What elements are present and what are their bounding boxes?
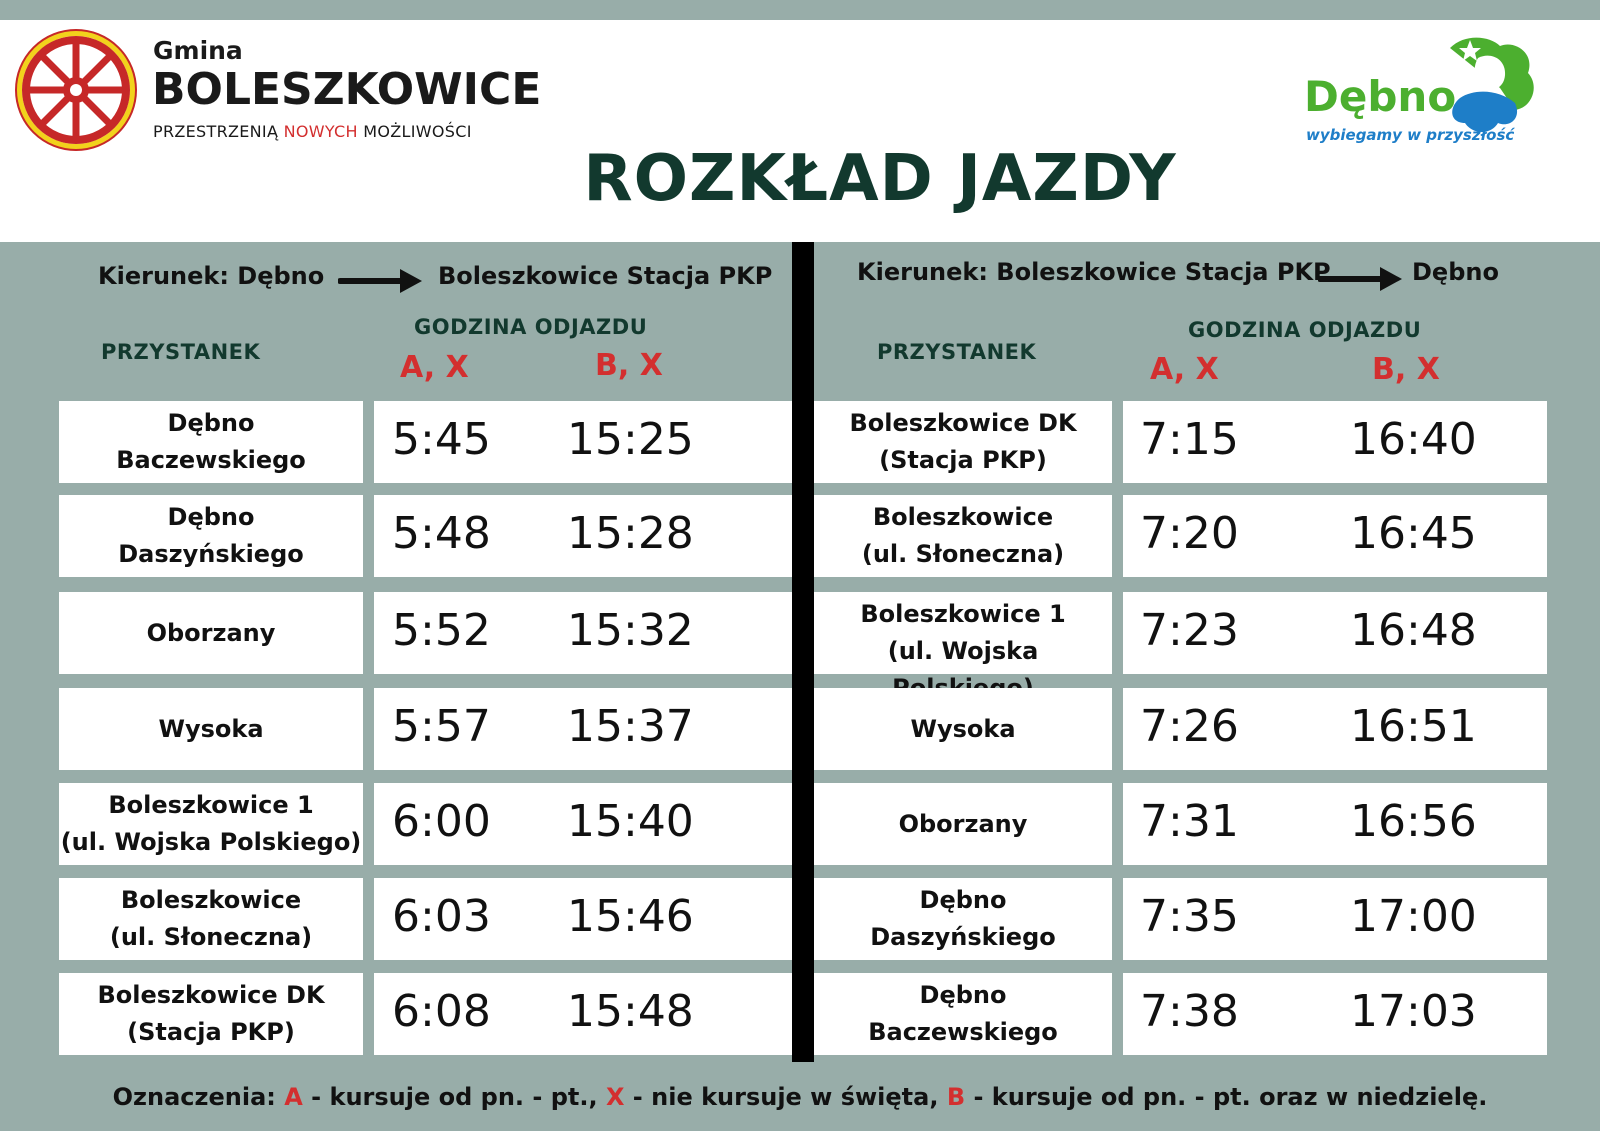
left-stop-cell — [59, 592, 363, 674]
right-col-a-label: A, X — [1150, 352, 1219, 387]
right-stop-cell — [814, 973, 1112, 1055]
center-divider — [792, 242, 814, 1062]
right-stop-cell — [814, 688, 1112, 770]
left-stop-cell — [59, 783, 363, 865]
stop-name-line: Dębno — [919, 886, 1007, 914]
debno-wordmark: Dębno — [1304, 72, 1457, 121]
left-stop-cell — [59, 401, 363, 483]
stop-name-line: Wysoka — [910, 714, 1016, 743]
departure-time-b: 15:40 — [567, 796, 694, 847]
stop-name-line: Oborzany — [898, 809, 1028, 838]
departure-time-a: 7:26 — [1140, 701, 1239, 752]
departure-time-b: 15:46 — [567, 891, 694, 942]
stop-name-line: Dębno — [167, 409, 255, 437]
departure-time-b: 15:37 — [567, 701, 694, 752]
left-stop-header: PRZYSTANEK — [101, 340, 261, 364]
stop-name-line: (ul. Słoneczna) — [861, 540, 1065, 568]
right-direction-arrow-icon — [1318, 264, 1402, 294]
departure-time-b: 16:40 — [1350, 414, 1477, 465]
departure-time-b: 15:32 — [567, 605, 694, 656]
left-stop-cell — [59, 688, 363, 770]
stop-name-line: (ul. Słoneczna) — [109, 923, 313, 951]
stop-name-line: (Stacja PKP) — [127, 1018, 295, 1046]
stop-name-line: Boleszkowice DK — [849, 409, 1077, 437]
stop-name-line: (ul. Wojska Polskiego) — [60, 828, 362, 856]
stop-name-line: Baczewskiego — [868, 1018, 1058, 1046]
departure-time-b: 15:48 — [567, 986, 694, 1037]
right-time-header: GODZINA ODJAZDU — [1188, 318, 1422, 342]
departure-time-a: 7:15 — [1140, 414, 1239, 465]
right-stop-cell — [814, 878, 1112, 960]
right-stop-header: PRZYSTANEK — [877, 340, 1037, 364]
right-stop-cell — [814, 401, 1112, 483]
departure-time-b: 17:03 — [1350, 986, 1477, 1037]
debno-slogan: wybiegamy w przyszłość — [1306, 126, 1515, 144]
left-col-b-label: B, X — [595, 348, 663, 383]
stop-name-line: Dębno — [919, 981, 1007, 1009]
departure-time-b: 17:00 — [1350, 891, 1477, 942]
gmina-tagline: PRZESTRZENIĄ NOWYCH MOŻLIWOŚCI — [153, 122, 472, 141]
right-direction-to: Dębno — [1412, 258, 1499, 286]
departure-time-b: 15:28 — [567, 508, 694, 559]
legend-footer: Oznaczenia: A - kursuje od pn. - pt., X - nie kursuje w święta, B - kursuje od pn. - pt. oraz w niedzielę. — [112, 1083, 1488, 1111]
departure-time-b: 16:48 — [1350, 605, 1477, 656]
departure-time-a: 7:23 — [1140, 605, 1239, 656]
stop-name-line: Boleszkowice — [120, 886, 302, 914]
stop-name-line: (ul. Wojska — [887, 637, 1039, 665]
departure-time-a: 5:57 — [392, 701, 491, 752]
stop-name-line: Dębno — [167, 503, 255, 531]
stop-name-line: Boleszkowice 1 — [860, 600, 1066, 628]
right-stop-cell — [814, 495, 1112, 577]
departure-time-a: 7:38 — [1140, 986, 1239, 1037]
departure-time-a: 7:31 — [1140, 796, 1239, 847]
stop-name-line: Boleszkowice 1 — [108, 791, 314, 819]
departure-time-a: 6:00 — [392, 796, 491, 847]
departure-time-a: 7:20 — [1140, 508, 1239, 559]
left-stop-cell — [59, 878, 363, 960]
right-stop-cell — [814, 592, 1112, 674]
left-direction-from: Kierunek: Dębno — [98, 262, 325, 290]
stop-name-line: (Stacja PKP) — [879, 446, 1047, 474]
stop-name-line: Wysoka — [158, 714, 264, 743]
left-stop-cell — [59, 495, 363, 577]
departure-time-b: 16:45 — [1350, 508, 1477, 559]
top-strip — [0, 0, 1600, 20]
gmina-name: BOLESZKOWICE — [152, 64, 542, 115]
left-direction-to: Boleszkowice Stacja PKP — [438, 262, 773, 290]
gmina-label: Gmina — [153, 36, 243, 65]
departure-time-b: 15:25 — [567, 414, 694, 465]
left-time-header: GODZINA ODJAZDU — [414, 315, 648, 339]
left-stop-cell — [59, 973, 363, 1055]
left-direction-arrow-icon — [338, 266, 422, 296]
stop-name-line: Boleszkowice — [872, 503, 1054, 531]
departure-time-a: 7:35 — [1140, 891, 1239, 942]
stop-name-line: Daszyńskiego — [118, 540, 304, 568]
stop-name-line: Boleszkowice DK — [97, 981, 325, 1009]
departure-time-b: 16:51 — [1350, 701, 1477, 752]
departure-time-b: 16:56 — [1350, 796, 1477, 847]
right-stop-cell — [814, 783, 1112, 865]
departure-time-a: 6:03 — [392, 891, 491, 942]
right-col-b-label: B, X — [1372, 352, 1440, 387]
stop-name-line: Oborzany — [146, 618, 276, 647]
departure-time-a: 5:45 — [392, 414, 491, 465]
departure-time-a: 5:48 — [392, 508, 491, 559]
page-title: ROZKŁAD JAZDY — [583, 142, 1177, 216]
departure-time-a: 5:52 — [392, 605, 491, 656]
stop-name-line: Baczewskiego — [116, 446, 306, 474]
right-direction-from: Kierunek: Boleszkowice Stacja PKP — [857, 258, 1331, 286]
stop-name-line: Daszyńskiego — [870, 923, 1056, 951]
departure-time-a: 6:08 — [392, 986, 491, 1037]
left-col-a-label: A, X — [400, 350, 469, 385]
boleszkowice-wheel-emblem — [14, 28, 138, 152]
